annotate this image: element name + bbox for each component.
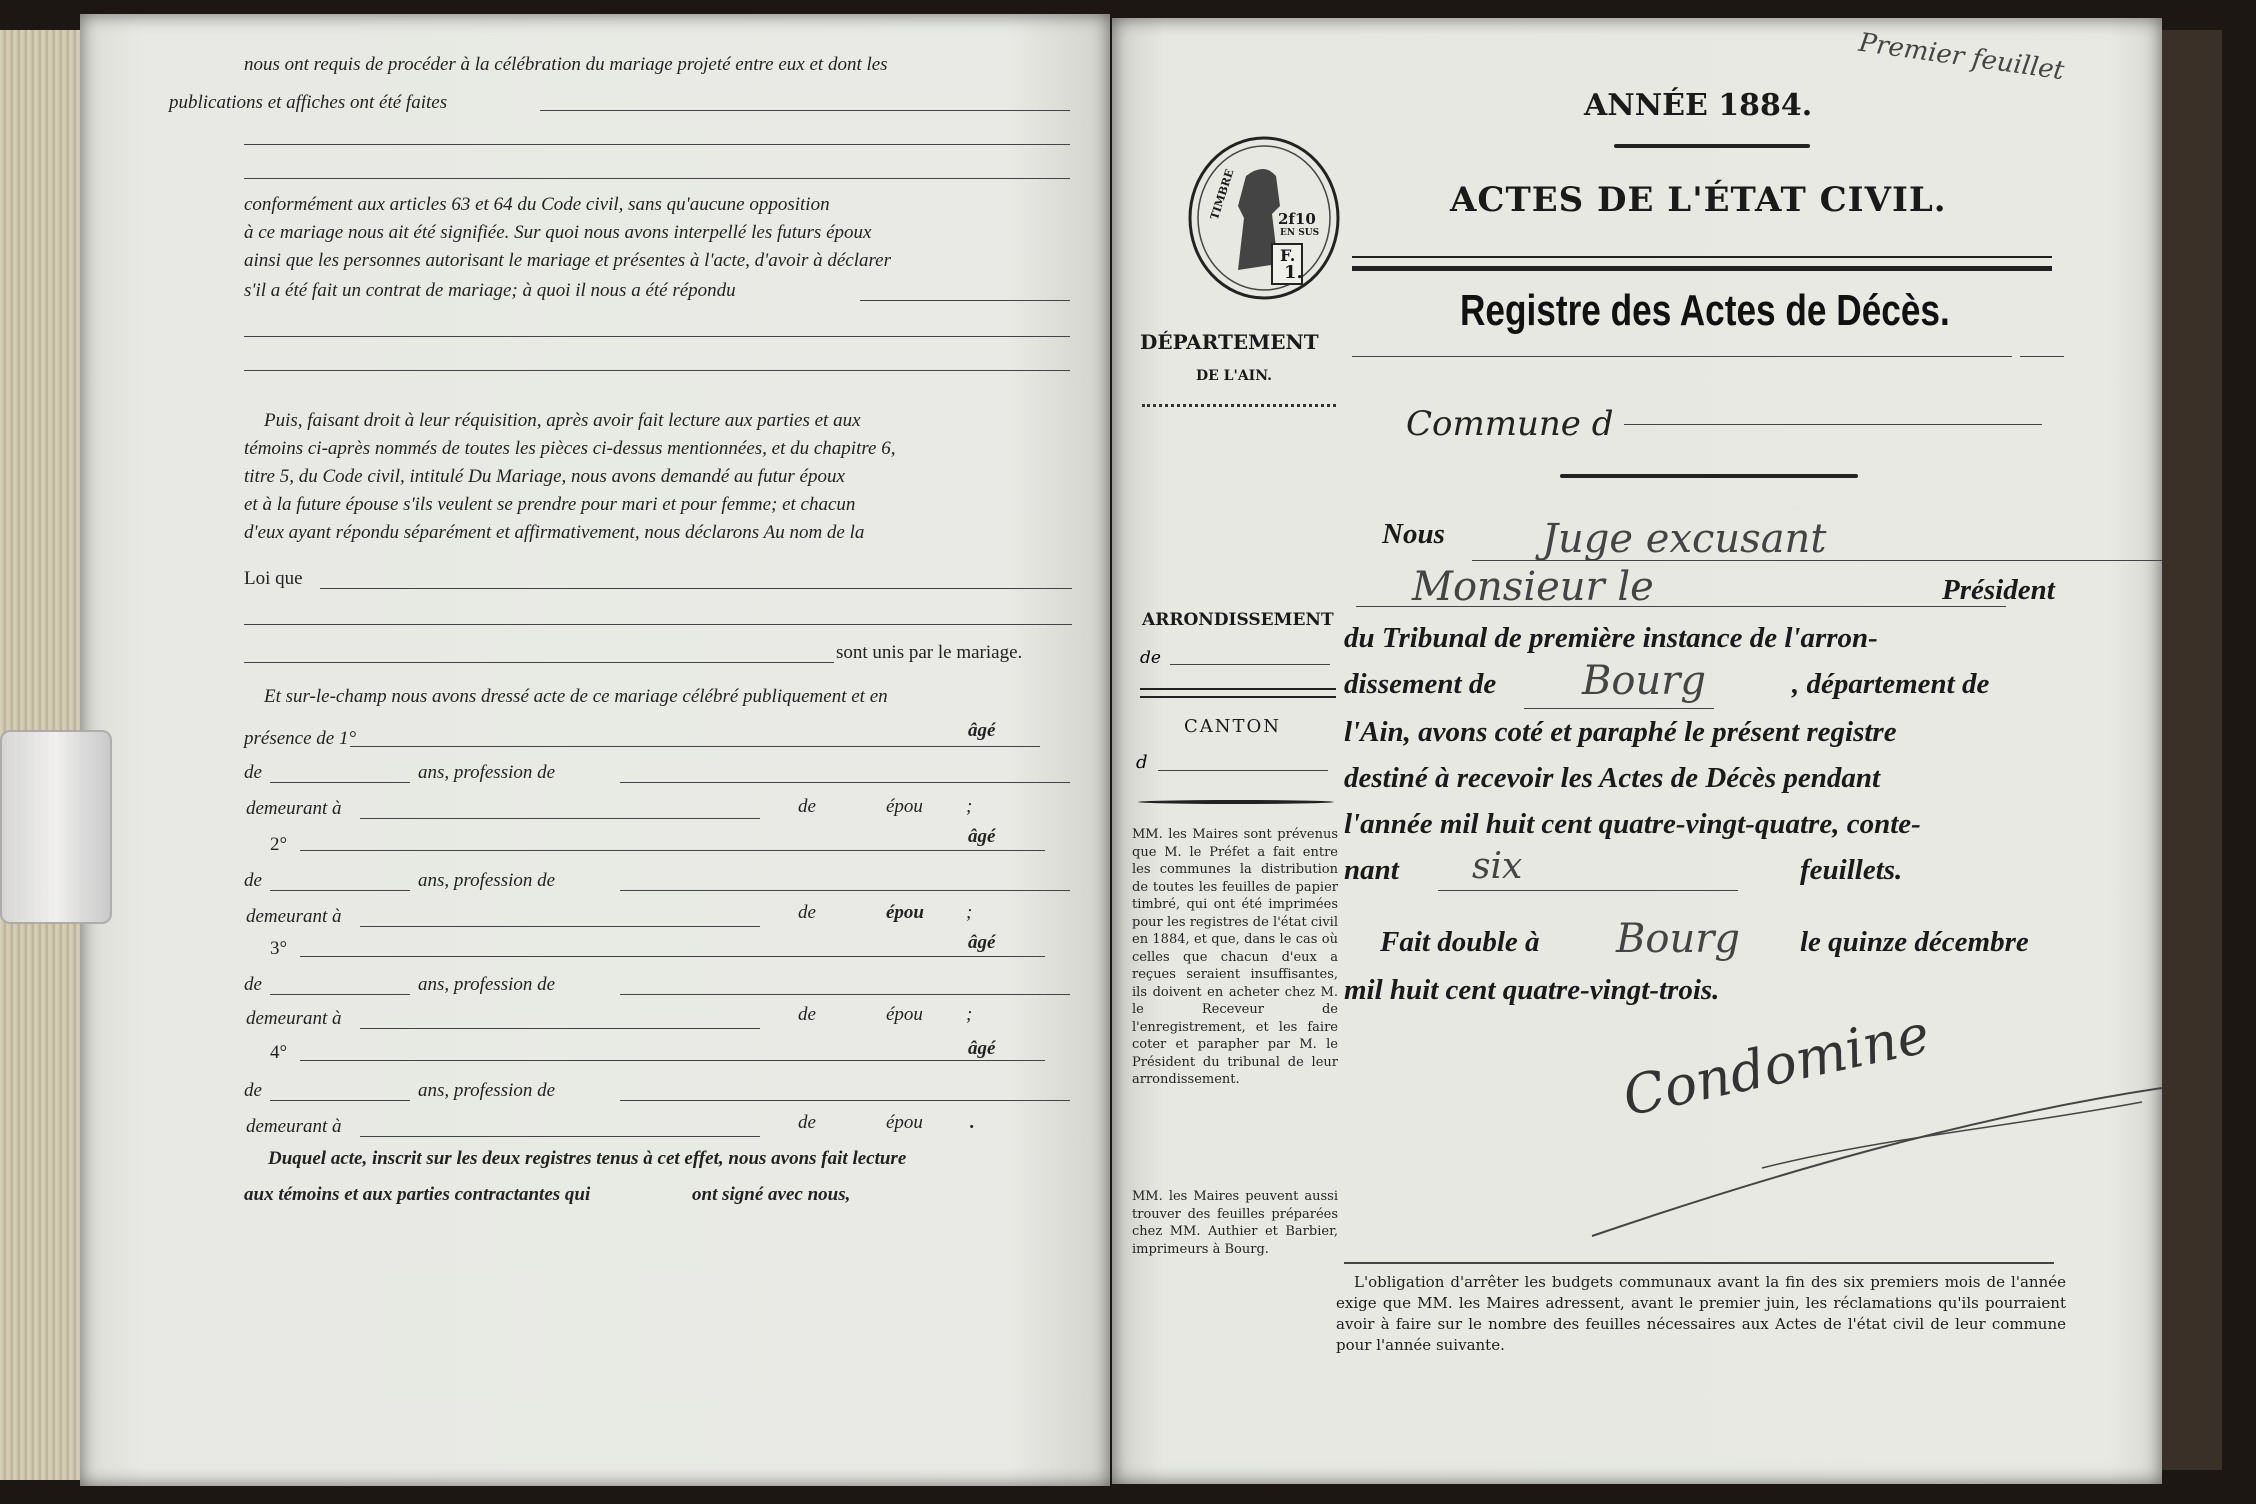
left-line: témoins ci-après nommés de toutes les pièces ci-dessus mentionnées, et du chapitre 6, [244,438,896,459]
form-line [1624,424,2042,425]
profession-label: ans, profession de [418,870,556,891]
form-line [300,956,1045,957]
left-line: Loi que [244,568,303,589]
ornament [1138,800,1334,804]
body-line: destiné à recevoir les Actes de Décès pendant [1344,762,1881,794]
witness-number: 4° [270,1042,288,1063]
stamp-price: 2f10 [1278,210,1316,228]
de-label: de [798,1112,816,1133]
form-line [620,782,1070,783]
commune-label: Commune d [1406,404,1614,444]
left-line: publications et affiches ont été faites [169,92,448,113]
left-line: aux témoins et aux parties contractantes qui [244,1184,591,1205]
epou-label: épou [886,1112,923,1133]
form-line [300,850,1045,851]
form-line [244,336,1070,337]
department-name: DE L'AIN. [1196,368,1273,384]
handwritten-monsieur: Monsieur le [1412,564,1654,610]
arr-de-label: de [1140,648,1161,668]
form-line [360,1136,760,1137]
rule [1352,356,2012,357]
right-page [1112,18,2162,1484]
age-label: âgé [968,826,996,847]
rule [1140,688,1336,698]
rule [1142,400,1336,407]
left-line: titre 5, du Code civil, intitulé Du Mariage, nous avons demandé au futur époux [244,466,845,487]
form-line [244,178,1070,179]
age-label: âgé [968,720,996,741]
signature: Condomine [1617,1002,1935,1129]
year-heading: ANNÉE 1884. [1584,88,1813,123]
left-line: nous ont requis de procéder à la célébration du mariage projeté entre eux et dont les [244,54,888,75]
body-line: nant [1344,854,1399,886]
ornament [1560,474,1858,478]
president-label: Président [1942,574,2055,606]
profession-label: ans, profession de [418,1080,556,1101]
rule [1344,1262,2054,1264]
de-label: de [244,1080,262,1101]
form-line [1438,890,1738,891]
notice-maires: MM. les Maires sont prévenus que M. le Préfet a fait entre les communes la distribution de toutes les feuilles de papier timbré, qui ont été imprimées pour les registres de l'état civil en 1884, et que, dans le cas où celles que chacun d'eux a reçues seraient insuffisantes, ils doivent en acheter chez M. le Receveur de l'enregistrement, et les faire coter et parapher par M. le Président du tribunal de leur arrondissement. [1132,827,1338,1087]
punct: ; [966,796,973,817]
form-line [270,1100,410,1101]
left-page [80,14,1110,1486]
punct: ; [966,1004,973,1025]
left-line: d'eux ayant répondu séparément et affirmativement, nous déclarons Au nom de la [244,522,865,543]
arrondissement-label: ARRONDISSEMENT [1142,610,1334,630]
departement-label: DÉPARTEMENT [1140,330,1319,354]
body-line: dissement de [1344,668,1497,700]
form-line [360,818,760,819]
left-line: Puis, faisant droit à leur réquisition, après avoir fait lecture aux parties et aux [264,410,861,431]
de-label: de [798,796,816,817]
demeurant-label: demeurant à [246,1008,342,1029]
form-line [540,110,1070,111]
form-line [1472,560,2172,561]
left-line: ainsi que les personnes autorisant le mariage et présentes à l'acte, d'avoir à déclarer [244,250,891,271]
epou-label: épou [886,1004,923,1025]
body-line: du Tribunal de première instance de l'arron- [1344,622,1878,654]
left-line: présence de 1° [244,728,357,749]
ornament [1614,144,1810,148]
age-label: âgé [968,1038,996,1059]
body-line: l'Ain, avons coté et paraphé le présent registre [1344,716,1897,748]
handwritten-annotation: Premier feuillet [1856,27,2066,87]
de-label: de [798,1004,816,1025]
punct: . [970,1112,975,1133]
form-line [1170,664,1330,665]
left-line: Et sur-le-champ nous avons dressé acte de ce mariage célébré publiquement et en [264,686,888,707]
book-back-cover [2162,30,2222,1470]
handwritten-six: six [1472,846,1523,887]
epou-label: épou [886,902,924,923]
form-line [620,890,1070,891]
form-line [320,588,1072,589]
form-line [1158,770,1328,771]
de-label: de [244,974,262,995]
form-line [270,782,410,783]
stamp-num: 1. [1284,262,1303,283]
left-line: et à la future épouse s'ils veulent se prendre pour mari et pour femme; et chacun [244,494,856,515]
body-line: Fait double à [1380,926,1540,958]
punct: ; [966,902,973,923]
demeurant-label: demeurant à [246,1116,342,1137]
de-label: de [798,902,816,923]
body-line: mil huit cent quatre-vingt-trois. [1344,974,1720,1006]
form-line [244,370,1070,371]
form-line [300,1060,1045,1061]
form-line [620,1100,1070,1101]
form-line [1356,606,2006,607]
form-line [244,144,1070,145]
stamp-sub: EN SUS [1280,228,1320,238]
demeurant-label: demeurant à [246,798,342,819]
profession-label: ans, profession de [418,974,556,995]
tax-stamp [1186,136,1342,300]
body-line: , département de [1792,668,1990,700]
form-line [360,926,760,927]
stamp-word: TIMBRE [1207,167,1237,222]
left-line: sont unis par le mariage. [836,642,1023,663]
profession-label: ans, profession de [418,762,556,783]
form-line [360,1028,760,1029]
form-line [270,994,410,995]
form-line [620,994,1070,995]
form-line [244,662,834,663]
form-line [350,746,1040,747]
witness-number: 3° [270,938,288,959]
left-line: à ce mariage nous ait été signifiée. Sur quoi nous avons interpellé les futurs époux [244,222,872,243]
page-clip [0,730,112,924]
age-label: âgé [968,932,996,953]
handwritten-juge: Juge excusant [1542,516,1827,562]
actes-heading: ACTES DE L'ÉTAT CIVIL. [1450,180,1947,220]
nous-label: Nous [1382,518,1445,550]
register-title: Registre des Actes de Décès. [1460,286,1950,335]
rule [2020,356,2064,357]
witness-number: 2° [270,834,288,855]
form-line [1524,708,1714,709]
stamp-f: F. [1280,246,1296,265]
rule [1352,256,2052,271]
canton-d-label: d [1136,752,1148,773]
body-line: feuillets. [1800,854,1903,886]
canton-label: CANTON [1184,716,1282,737]
left-line: conformément aux articles 63 et 64 du Code civil, sans qu'aucune opposition [244,194,830,215]
handwritten-bourg: Bourg [1582,658,1706,704]
signature-flourish [1582,1058,2182,1258]
form-line [244,624,1072,625]
handwritten-bourg-2: Bourg [1616,916,1740,962]
body-line: l'année mil huit cent quatre-vingt-quatre, conte- [1344,808,1921,840]
left-line: Duquel acte, inscrit sur les deux registres tenus à cet effet, nous avons fait lecture [268,1148,907,1169]
left-line: ont signé avec nous, [692,1184,851,1205]
form-line [860,300,1070,301]
demeurant-label: demeurant à [246,906,342,927]
form-line [270,890,410,891]
epou-label: épou [886,796,923,817]
left-line: s'il a été fait un contrat de mariage; à quoi il nous a été répondu [244,280,736,301]
footer-notice: L'obligation d'arrêter les budgets communaux avant la fin des six premiers mois de l'année exige que MM. les Maires adressent, avant le premier juin, les réclamations qu'ils pourraient avoir à faire sur le nombre des feuilles nécessaires aux Actes de l'état civil de leur commune pour l'année suivante. [1336,1273,2066,1354]
notice-imprimeurs: MM. les Maires peuvent aussi trouver des feuilles préparées chez MM. Authier et Barbier, imprimeurs à Bourg. [1132,1189,1338,1257]
de-label: de [244,762,262,783]
body-line: le quinze décembre [1800,926,2029,958]
de-label: de [244,870,262,891]
